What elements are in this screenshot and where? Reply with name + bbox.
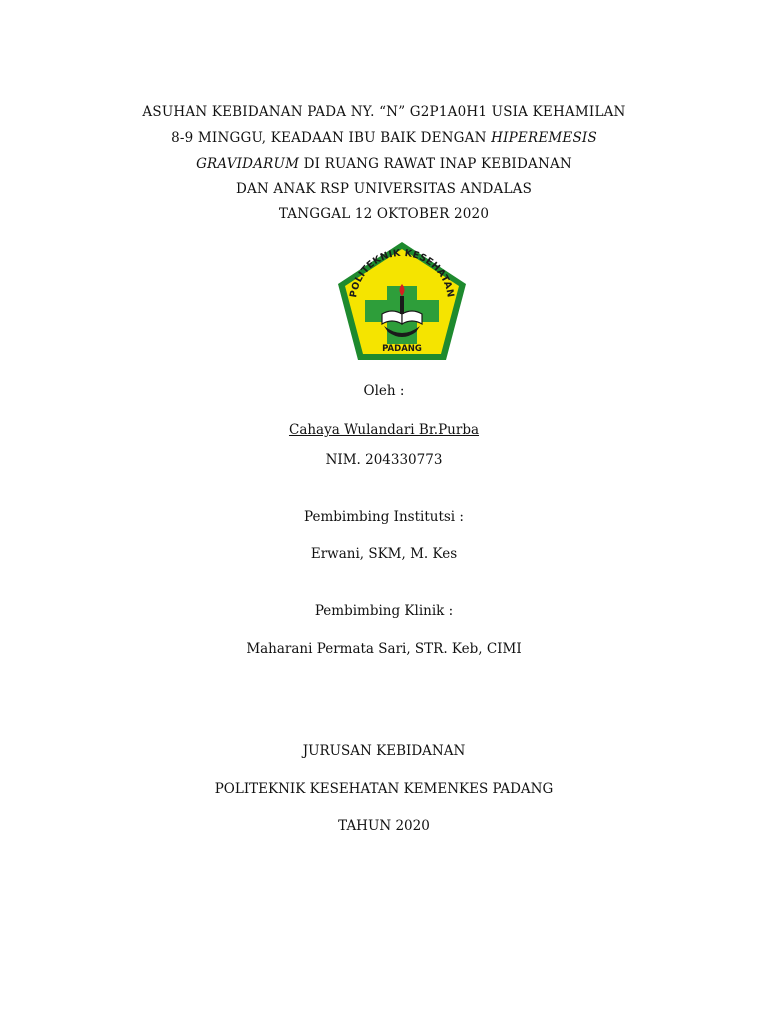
title-line-3-italic: GRAVIDARUM [196,156,300,172]
clinic-supervisor-label: Pembimbing Klinik : [314,603,454,619]
author-name-text: Cahaya Wulandari Br.Purba [288,422,480,438]
department-name: JURUSAN KEBIDANAN [302,743,466,759]
title-line-1: ASUHAN KEBIDANAN PADA NY. “N” G2P1A0H1 USIA KEHAMILAN [142,104,626,120]
politeknik-logo [334,240,470,364]
title-line-5: TANGGAL 12 OKTOBER 2020 [278,206,490,222]
title-line-4: DAN ANAK RSP UNIVERSITAS ANDALAS [235,181,533,197]
title-line-2-italic: HIPEREMESIS [491,130,597,146]
logo-bottom-text: PADANG [382,344,422,354]
author-nim: NIM. 204330773 [325,452,443,468]
clinic-supervisor-name: Maharani Permata Sari, STR. Keb, CIMI [246,641,522,657]
title-line-2-text: 8-9 MINGGU, KEADAAN IBU BAIK DENGAN [171,130,492,146]
title-line-3 [0,155,768,173]
institution-name: POLITEKNIK KESEHATAN KEMENKES PADANG [214,781,554,797]
institution-supervisor-label: Pembimbing Institutsi : [304,509,464,525]
author-label: Oleh : [363,383,405,399]
logo-torch-icon [400,296,404,314]
author-name [0,421,768,439]
document-year: TAHUN 2020 [338,818,430,834]
title-line-2 [0,129,768,147]
institution-supervisor-name: Erwani, SKM, M. Kes [310,546,458,562]
title-line-3-text: DI RUANG RAWAT INAP KEBIDANAN [299,156,572,172]
logo-top-text: POLITEKNIK KESEHATAN [348,247,456,299]
